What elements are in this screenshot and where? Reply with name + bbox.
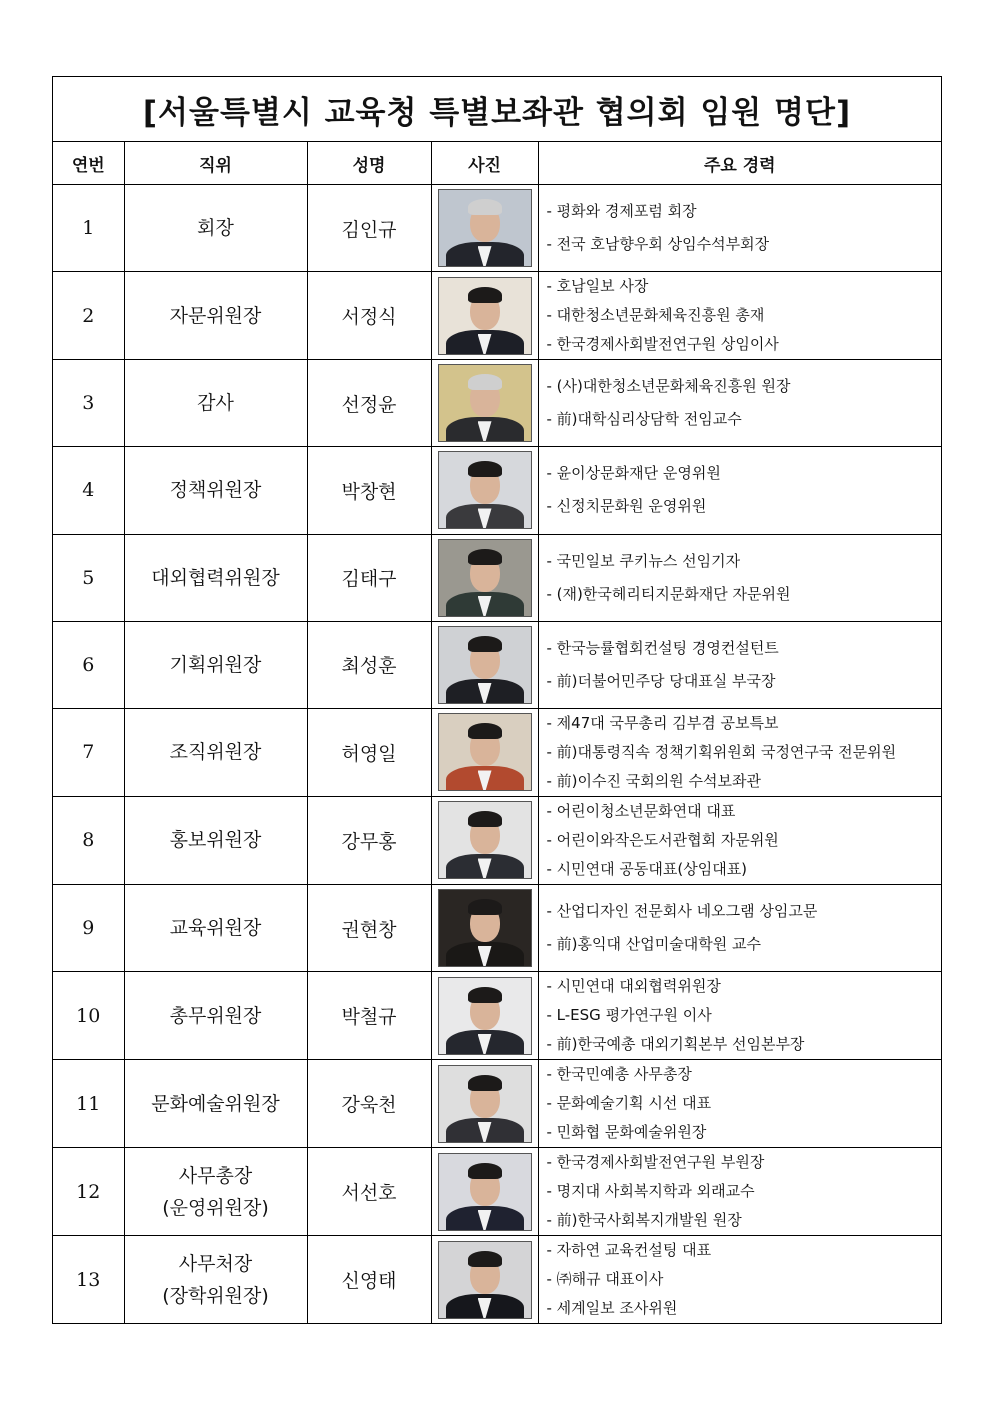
portrait-photo — [438, 713, 532, 791]
role-text: 대외협력위원장 — [151, 566, 280, 589]
portrait-hair — [468, 374, 502, 390]
header-role: 직위 — [124, 142, 307, 185]
table-row — [53, 621, 941, 708]
row-number: 3 — [53, 360, 124, 447]
member-name: 박창현 — [307, 447, 431, 534]
photo-cell — [431, 1236, 538, 1324]
role-cell — [124, 360, 307, 447]
portrait-photo — [438, 977, 532, 1055]
row-number: 13 — [53, 1236, 124, 1324]
role-text: (운영위원장) — [162, 1196, 269, 1219]
member-name: 강욱천 — [307, 1060, 431, 1148]
career-cell — [538, 447, 941, 534]
career-item: - 前)홍익대 산업미술대학원 교수 — [546, 935, 761, 954]
photo-cell — [431, 360, 538, 447]
career-list — [547, 709, 942, 796]
portrait-photo — [438, 801, 532, 879]
photo-cell — [431, 1148, 538, 1236]
member-name: 허영일 — [307, 708, 431, 796]
portrait-photo — [438, 626, 532, 704]
portrait-hair — [468, 987, 502, 1003]
member-name: 박철규 — [307, 972, 431, 1060]
table-row — [53, 360, 941, 447]
member-name: 최성훈 — [307, 621, 431, 708]
role-cell — [124, 534, 307, 621]
header-row — [53, 142, 941, 185]
table-row — [53, 1060, 941, 1148]
career-item: - 명지대 사회복지학과 외래교수 — [546, 1182, 755, 1201]
photo-cell — [431, 972, 538, 1060]
career-list — [547, 797, 942, 884]
career-item: - 제47대 국무총리 김부겸 공보특보 — [546, 713, 779, 732]
row-number: 8 — [53, 796, 124, 884]
role-cell — [124, 1236, 307, 1324]
career-item: - 한국민예총 사무총장 — [546, 1065, 692, 1084]
career-cell — [538, 972, 941, 1060]
member-name: 서선호 — [307, 1148, 431, 1236]
career-item: - 한국능률협회컨설팅 경영컨설턴트 — [546, 638, 779, 657]
member-name: 강무홍 — [307, 796, 431, 884]
career-item: - 국민일보 쿠키뉴스 선임기자 — [546, 551, 741, 570]
portrait-photo — [438, 189, 532, 267]
career-item: - 문화예술기획 시선 대표 — [546, 1094, 712, 1113]
role-cell — [124, 185, 307, 272]
row-number: 6 — [53, 621, 124, 708]
member-name: 서정식 — [307, 272, 431, 360]
document-title: [서울특별시 교육청 특별보좌관 협의회 임원 명단] — [53, 77, 941, 142]
roster-sheet — [52, 76, 942, 1324]
career-cell — [538, 884, 941, 971]
career-cell — [538, 534, 941, 621]
role-cell — [124, 1060, 307, 1148]
career-item: - 대한청소년문화체육진흥원 총재 — [546, 306, 765, 325]
portrait-hair — [468, 1163, 502, 1179]
career-item: - 자하연 교육컨설팅 대표 — [546, 1241, 712, 1260]
table-row — [53, 884, 941, 971]
career-item: - 윤이상문화재단 운영위원 — [546, 464, 721, 483]
role-text: 기획위원장 — [169, 653, 262, 676]
header-photo: 사진 — [431, 142, 538, 185]
portrait-photo — [438, 364, 532, 442]
photo-cell — [431, 708, 538, 796]
portrait-hair — [468, 199, 502, 215]
portrait-photo — [438, 1241, 532, 1319]
career-item: - 前)대학심리상담학 전임교수 — [546, 410, 742, 429]
member-name: 선정윤 — [307, 360, 431, 447]
portrait-photo — [438, 1153, 532, 1231]
career-item: - 호남일보 사장 — [546, 277, 649, 296]
role-text: (장학위원장) — [162, 1284, 269, 1307]
career-item: - 어린이와작은도서관협회 자문위원 — [546, 830, 779, 849]
row-number: 1 — [53, 185, 124, 272]
portrait-hair — [468, 549, 502, 565]
career-item: - 前)한국사회복지개발원 원장 — [546, 1211, 742, 1230]
row-number: 12 — [53, 1148, 124, 1236]
career-item: - 전국 호남향우회 상임수석부회장 — [546, 235, 770, 254]
portrait-hair — [468, 461, 502, 477]
career-list — [547, 895, 942, 961]
career-list — [547, 272, 942, 359]
career-cell — [538, 621, 941, 708]
table-row — [53, 447, 941, 534]
career-cell — [538, 1236, 941, 1324]
row-number: 9 — [53, 884, 124, 971]
portrait-hair — [468, 1075, 502, 1091]
row-number: 5 — [53, 534, 124, 621]
portrait-photo — [438, 451, 532, 529]
row-number: 2 — [53, 272, 124, 360]
career-list — [547, 632, 942, 698]
role-text: 교육위원장 — [169, 917, 262, 940]
career-cell — [538, 1060, 941, 1148]
career-list — [547, 370, 942, 436]
portrait-photo — [438, 889, 532, 967]
role-cell — [124, 884, 307, 971]
portrait-hair — [468, 287, 502, 303]
role-text: 자문위원장 — [169, 304, 262, 327]
career-item: - 前)이수진 국회의원 수석보좌관 — [546, 771, 761, 790]
portrait-hair — [468, 1251, 502, 1267]
career-list — [547, 457, 942, 523]
career-cell — [538, 1148, 941, 1236]
career-item: - 평화와 경제포럼 회장 — [546, 202, 697, 221]
career-list — [547, 1236, 942, 1323]
role-text: 사무처장 — [178, 1252, 253, 1275]
header-career: 주요 경력 — [538, 142, 941, 185]
row-number: 7 — [53, 708, 124, 796]
member-name: 신영태 — [307, 1236, 431, 1324]
career-item: - 前)더불어민주당 당대표실 부국장 — [546, 671, 776, 690]
portrait-hair — [468, 636, 502, 652]
portrait-hair — [468, 723, 502, 739]
table-row — [53, 272, 941, 360]
table-row — [53, 972, 941, 1060]
career-item: - 前)한국예총 대외기획본부 선임본부장 — [546, 1035, 805, 1054]
career-item: - 세계일보 조사위원 — [546, 1299, 678, 1318]
table-row — [53, 796, 941, 884]
role-text: 회장 — [197, 217, 234, 240]
photo-cell — [431, 447, 538, 534]
career-cell — [538, 272, 941, 360]
photo-cell — [431, 534, 538, 621]
role-cell — [124, 272, 307, 360]
career-item: - 前)대통령직속 정책기획위원회 국정연구국 전문위원 — [546, 742, 897, 761]
role-cell — [124, 1148, 307, 1236]
career-cell — [538, 796, 941, 884]
row-number: 11 — [53, 1060, 124, 1148]
table-row — [53, 534, 941, 621]
role-cell — [124, 972, 307, 1060]
member-name: 김태구 — [307, 534, 431, 621]
career-item: - 어린이청소년문화연대 대표 — [546, 801, 736, 820]
career-item: - 한국경제사회발전연구원 상임이사 — [546, 335, 779, 354]
role-cell — [124, 447, 307, 534]
roster-table — [53, 142, 941, 1323]
career-item: - (사)대한청소년문화체육진흥원 원장 — [546, 377, 791, 396]
photo-cell — [431, 796, 538, 884]
role-cell — [124, 621, 307, 708]
career-item: - 신정치문화원 운영위원 — [546, 497, 707, 516]
member-name: 권현창 — [307, 884, 431, 971]
photo-cell — [431, 1060, 538, 1148]
career-item: - 산업디자인 전문회사 네오그램 상임고문 — [546, 902, 818, 921]
role-text: 총무위원장 — [169, 1004, 262, 1027]
row-number: 4 — [53, 447, 124, 534]
header-name: 성명 — [307, 142, 431, 185]
photo-cell — [431, 185, 538, 272]
portrait-hair — [468, 899, 502, 915]
photo-cell — [431, 272, 538, 360]
career-item: - 시민연대 공동대표(상임대표) — [546, 859, 748, 878]
header-no: 연번 — [53, 142, 124, 185]
career-list — [547, 545, 942, 611]
career-cell — [538, 360, 941, 447]
role-text: 조직위원장 — [169, 741, 262, 764]
table-row — [53, 708, 941, 796]
portrait-photo — [438, 1065, 532, 1143]
career-item: - (재)한국헤리티지문화재단 자문위원 — [546, 584, 791, 603]
career-item: - L-ESG 평가연구원 이사 — [546, 1006, 712, 1025]
row-number: 10 — [53, 972, 124, 1060]
career-item: - 민화협 문화예술위원장 — [546, 1123, 707, 1142]
career-cell — [538, 708, 941, 796]
photo-cell — [431, 621, 538, 708]
role-text: 문화예술위원장 — [151, 1092, 280, 1115]
table-row — [53, 185, 941, 272]
portrait-photo — [438, 539, 532, 617]
role-cell — [124, 796, 307, 884]
table-row — [53, 1148, 941, 1236]
career-cell — [538, 185, 941, 272]
role-text: 정책위원장 — [169, 479, 262, 502]
career-item: - ㈜해규 대표이사 — [546, 1270, 664, 1289]
career-list — [547, 195, 942, 261]
career-list — [547, 1060, 942, 1147]
role-text: 감사 — [197, 392, 234, 415]
career-item: - 한국경제사회발전연구원 부원장 — [546, 1153, 765, 1172]
role-cell — [124, 708, 307, 796]
portrait-hair — [468, 811, 502, 827]
career-list — [547, 972, 942, 1059]
member-name: 김인규 — [307, 185, 431, 272]
role-text: 홍보위원장 — [169, 829, 262, 852]
photo-cell — [431, 884, 538, 971]
portrait-photo — [438, 277, 532, 355]
role-text: 사무총장 — [178, 1164, 253, 1187]
career-list — [547, 1148, 942, 1235]
career-item: - 시민연대 대외협력위원장 — [546, 977, 721, 996]
table-row — [53, 1236, 941, 1324]
